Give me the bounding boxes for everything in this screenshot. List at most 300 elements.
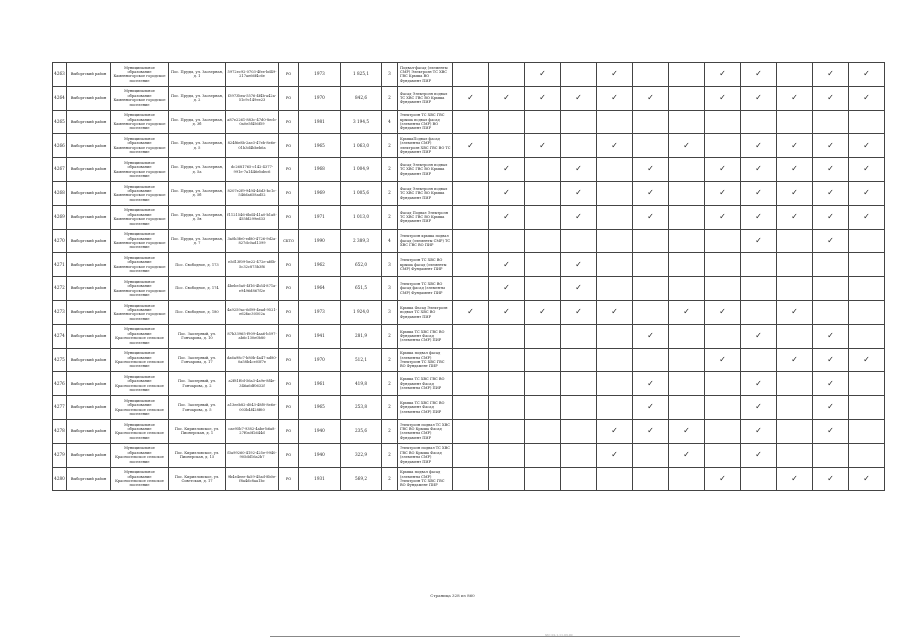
work-check-cell — [489, 277, 525, 301]
work-check-cell — [849, 372, 885, 396]
floors-cell: 2 — [382, 205, 398, 229]
work-check-cell — [525, 396, 561, 420]
work-check-cell — [777, 443, 813, 467]
work-check-cell — [669, 181, 705, 205]
fund-type-cell: РО — [279, 324, 299, 348]
row-number: 4272 — [53, 277, 67, 301]
work-check-cell — [849, 324, 885, 348]
work-check-cell — [633, 419, 669, 443]
work-check-cell — [453, 181, 489, 205]
district-cell: Выборгский район — [67, 86, 111, 110]
work-check-cell — [777, 181, 813, 205]
work-check-cell — [777, 205, 813, 229]
checkmark-icon: ✓ — [863, 188, 870, 198]
work-check-cell — [777, 396, 813, 420]
work-check-cell — [669, 419, 705, 443]
area-cell: 842,6 — [341, 86, 382, 110]
address-cell: Пос. Свободное, д. 174 — [169, 277, 226, 301]
checkmark-icon: ✓ — [827, 92, 834, 102]
work-check-cell — [741, 158, 777, 182]
district-cell: Выборгский район — [67, 443, 111, 467]
work-check-cell — [705, 396, 741, 420]
work-check-cell — [741, 348, 777, 372]
work-check-cell — [633, 277, 669, 301]
work-check-cell — [561, 63, 597, 87]
work-check-cell — [813, 277, 849, 301]
table-row — [53, 419, 885, 443]
row-number: 4268 — [53, 181, 67, 205]
checkmark-icon: ✓ — [539, 69, 546, 79]
checkmark-icon: ✓ — [503, 188, 510, 198]
checkmark-icon: ✓ — [503, 259, 510, 269]
year-built-cell: 1970 — [299, 348, 341, 372]
checkmark-icon: ✓ — [827, 211, 834, 221]
work-check-cell — [849, 134, 885, 158]
checkmark-icon: ✓ — [863, 211, 870, 221]
row-number: 4270 — [53, 229, 67, 253]
municipality-cell: Муниципальное образование Каменногорское городское поселение — [111, 63, 169, 87]
row-number: 4269 — [53, 205, 67, 229]
fias-code-cell: 3a0b3fe0-ed80-4726-9d2a-827dc0ad1399 — [226, 229, 279, 253]
municipality-cell: Муниципальное образование Каменногорское городское поселение — [111, 229, 169, 253]
table-row — [53, 63, 885, 87]
district-cell: Выборгский район — [67, 205, 111, 229]
checkmark-icon: ✓ — [791, 92, 798, 102]
work-check-cell — [813, 348, 849, 372]
work-check-cell — [669, 300, 705, 324]
checkmark-icon: ✓ — [647, 426, 654, 436]
floors-cell: 2 — [382, 181, 398, 205]
work-check-cell — [561, 181, 597, 205]
work-check-cell — [525, 253, 561, 277]
fund-type-cell: РО — [279, 300, 299, 324]
checkmark-icon: ✓ — [575, 92, 582, 102]
work-check-cell — [561, 205, 597, 229]
work-check-cell — [669, 229, 705, 253]
checkmark-icon: ✓ — [827, 188, 834, 198]
municipality-cell: Муниципальное образование Красносельское сельское поселение — [111, 348, 169, 372]
district-cell: Выборгский район — [67, 372, 111, 396]
checkmark-icon: ✓ — [863, 69, 870, 79]
work-check-cell — [813, 253, 849, 277]
checkmark-icon: ✓ — [575, 164, 582, 174]
district-cell: Выборгский район — [67, 181, 111, 205]
floors-cell: 2 — [382, 372, 398, 396]
work-check-cell — [705, 134, 741, 158]
work-check-cell — [813, 63, 849, 87]
work-check-cell — [849, 86, 885, 110]
work-check-cell — [777, 300, 813, 324]
work-check-cell — [489, 158, 525, 182]
address-cell: Пос. Заозерный, ул. Гончарова, д. 2 — [169, 372, 226, 396]
work-check-cell — [597, 205, 633, 229]
floors-cell: 2 — [382, 443, 398, 467]
work-check-cell — [525, 181, 561, 205]
checkmark-icon: ✓ — [719, 92, 726, 102]
work-check-cell — [669, 443, 705, 467]
work-check-cell — [453, 110, 489, 134]
checkmark-icon: ✓ — [647, 330, 654, 340]
work-check-cell — [489, 110, 525, 134]
work-check-cell — [489, 229, 525, 253]
work-check-cell — [489, 181, 525, 205]
work-check-cell — [849, 277, 885, 301]
work-check-cell — [777, 158, 813, 182]
checkmark-icon: ✓ — [647, 211, 654, 221]
checkmark-icon: ✓ — [827, 69, 834, 79]
checkmark-icon: ✓ — [719, 164, 726, 174]
floors-cell: 2 — [382, 348, 398, 372]
work-check-cell — [669, 158, 705, 182]
checkmark-icon: ✓ — [539, 92, 546, 102]
table-row — [53, 467, 885, 491]
work-check-cell — [813, 158, 849, 182]
work-check-cell — [597, 229, 633, 253]
fund-type-cell: РО — [279, 348, 299, 372]
address-cell: Пос. Кирилловское, ул. Пионерская, д. 1 — [169, 419, 226, 443]
fund-type-cell: РО — [279, 277, 299, 301]
work-check-cell — [489, 372, 525, 396]
work-check-cell — [741, 134, 777, 158]
checkmark-icon: ✓ — [575, 259, 582, 269]
work-check-cell — [849, 396, 885, 420]
works-list-cell: Электроэн подвал ТС ХВС ГВС ВО Крыша Фасад (элементы СМР) Фундамент ПИР — [398, 443, 453, 467]
area-cell: 1 924,0 — [341, 300, 382, 324]
checkmark-icon: ✓ — [503, 211, 510, 221]
work-check-cell — [561, 253, 597, 277]
work-check-cell — [489, 348, 525, 372]
work-check-cell — [669, 86, 705, 110]
work-check-cell — [633, 372, 669, 396]
work-check-cell — [741, 277, 777, 301]
work-check-cell — [525, 158, 561, 182]
work-check-cell — [849, 419, 885, 443]
page-number: Страница 328 из 860 — [430, 593, 475, 598]
area-cell: 652,0 — [341, 253, 382, 277]
work-check-cell — [705, 158, 741, 182]
checkmark-icon: ✓ — [863, 92, 870, 102]
district-cell: Выборгский район — [67, 253, 111, 277]
work-check-cell — [705, 324, 741, 348]
work-check-cell — [525, 372, 561, 396]
work-check-cell — [525, 348, 561, 372]
work-check-cell — [633, 229, 669, 253]
checkmark-icon: ✓ — [683, 449, 690, 459]
area-cell: 512,1 — [341, 348, 382, 372]
address-cell: Пос. Пруды, ул. Заозерная, д. 1 — [169, 63, 226, 87]
checkmark-icon: ✓ — [755, 211, 762, 221]
fund-type-cell: РО — [279, 396, 299, 420]
address-cell: Пос. Заозерный, ул. Гончарова, д. 5 — [169, 396, 226, 420]
checkmark-icon: ✓ — [647, 92, 654, 102]
work-check-cell — [525, 324, 561, 348]
floors-cell: 3 — [382, 253, 398, 277]
work-check-cell — [525, 300, 561, 324]
bottom-divider — [270, 636, 740, 637]
table-row — [53, 300, 885, 324]
work-check-cell — [633, 396, 669, 420]
checkmark-icon: ✓ — [755, 330, 762, 340]
work-check-cell — [489, 205, 525, 229]
fias-code-cell: 8207e2f9-9494-46d3-bc1c-546da658ad52 — [226, 181, 279, 205]
fund-type-cell: РО — [279, 205, 299, 229]
area-cell: 1 004,9 — [341, 158, 382, 182]
row-number: 4266 — [53, 134, 67, 158]
checkmark-icon: ✓ — [683, 307, 690, 317]
work-check-cell — [525, 134, 561, 158]
row-number: 4267 — [53, 158, 67, 182]
work-check-cell — [453, 348, 489, 372]
row-number: 4265 — [53, 110, 67, 134]
work-check-cell — [705, 229, 741, 253]
district-cell: Выборгский район — [67, 467, 111, 491]
work-check-cell — [453, 229, 489, 253]
work-check-cell — [597, 134, 633, 158]
checkmark-icon: ✓ — [575, 307, 582, 317]
work-check-cell — [777, 277, 813, 301]
municipality-cell: Муниципальное образование Каменногорское городское поселение — [111, 181, 169, 205]
floors-cell: 3 — [382, 300, 398, 324]
checkmark-icon: ✓ — [611, 449, 618, 459]
checkmark-icon: ✓ — [827, 402, 834, 412]
checkmark-icon: ✓ — [791, 307, 798, 317]
work-check-cell — [669, 205, 705, 229]
work-check-cell — [489, 443, 525, 467]
work-check-cell — [813, 229, 849, 253]
address-cell: Пос. Пруды, ул. Заозерная, д. 3б — [169, 110, 226, 134]
table-row — [53, 181, 885, 205]
work-check-cell — [561, 110, 597, 134]
checkmark-icon: ✓ — [827, 164, 834, 174]
fias-code-cell: a2f81f0d-56a3-4a9e-8f4e-346a6df0632f — [226, 372, 279, 396]
works-list-cell: Электроэн ТС ХВС ГВС крыша подвал фасад (элементы СМР) ВО Фундамент ПИР — [398, 110, 453, 134]
checkmark-icon: ✓ — [755, 164, 762, 174]
work-check-cell — [633, 158, 669, 182]
work-check-cell — [561, 158, 597, 182]
fias-code-cell: a87e2261-883c-47d0-8ecb-0a0e5f456f59 — [226, 110, 279, 134]
row-number: 4274 — [53, 324, 67, 348]
work-check-cell — [669, 467, 705, 491]
work-check-cell — [849, 253, 885, 277]
table-row — [53, 110, 885, 134]
address-cell: Пос. Пруды, ул. Заозерная, д. 5а — [169, 158, 226, 182]
work-check-cell — [597, 277, 633, 301]
work-check-cell — [633, 300, 669, 324]
works-list-cell: Фасад Электроэн подвал ТС ХВС ГВС ВО Крыша Фундамент ПИР — [398, 158, 453, 182]
work-check-cell — [453, 205, 489, 229]
work-check-cell — [525, 86, 561, 110]
district-cell: Выборгский район — [67, 63, 111, 87]
checkmark-icon: ✓ — [827, 235, 834, 245]
work-check-cell — [741, 467, 777, 491]
district-cell: Выборгский район — [67, 134, 111, 158]
checkmark-icon: ✓ — [827, 140, 834, 150]
floors-cell: 4 — [382, 229, 398, 253]
checkmark-icon: ✓ — [647, 378, 654, 388]
works-list-cell: Крыша подвал фасад (элементы СМР) Электроэн ТС ХВС ГВС ВО Фундамент ПИР — [398, 467, 453, 491]
work-check-cell — [525, 205, 561, 229]
work-check-cell — [453, 300, 489, 324]
work-check-cell — [525, 110, 561, 134]
works-list-cell: Крыша Фасад Электроэн подвал ТС ХВС ВО Фундамент ПИР — [398, 300, 453, 324]
work-check-cell — [705, 110, 741, 134]
municipality-cell: Муниципальное образование Каменногорское городское поселение — [111, 86, 169, 110]
work-check-cell — [489, 419, 525, 443]
area-cell: 1 825,1 — [341, 63, 382, 87]
table-row — [53, 443, 885, 467]
address-cell: Пос. Кирилловское, ул. Пионерская, д. 15 — [169, 443, 226, 467]
work-check-cell — [849, 229, 885, 253]
fias-code-cell: cae95b7-9382-4abe-b6a8-27f0a0f2644d — [226, 419, 279, 443]
area-cell: 1 005,6 — [341, 181, 382, 205]
year-built-cell: 1931 — [299, 467, 341, 491]
work-check-cell — [741, 110, 777, 134]
work-check-cell — [561, 324, 597, 348]
work-check-cell — [453, 467, 489, 491]
fund-type-cell: РО — [279, 443, 299, 467]
fias-code-cell: dc2681765-c142-4377-991e-7a1446ebdec6 — [226, 158, 279, 182]
checkmark-icon: ✓ — [539, 140, 546, 150]
work-check-cell — [633, 63, 669, 87]
fund-type-cell: РО — [279, 467, 299, 491]
work-check-cell — [453, 419, 489, 443]
district-cell: Выборгский район — [67, 277, 111, 301]
year-built-cell: 1981 — [299, 110, 341, 134]
checkmark-icon: ✓ — [755, 235, 762, 245]
work-check-cell — [705, 205, 741, 229]
checkmark-icon: ✓ — [827, 473, 834, 483]
row-number: 4279 — [53, 443, 67, 467]
work-check-cell — [525, 419, 561, 443]
row-number: 4263 — [53, 63, 67, 87]
checkmark-icon: ✓ — [575, 188, 582, 198]
works-list-cell: Крыша ТС ХВС ГВС ВО Фундамент Фасад (элементы СМР) ПИР — [398, 372, 453, 396]
fund-type-cell: РО — [279, 110, 299, 134]
fund-type-cell: СКТО — [279, 229, 299, 253]
work-check-cell — [453, 372, 489, 396]
work-check-cell — [849, 158, 885, 182]
checkmark-icon: ✓ — [827, 354, 834, 364]
checkmark-icon: ✓ — [755, 378, 762, 388]
work-check-cell — [489, 86, 525, 110]
checkmark-icon: ✓ — [575, 283, 582, 293]
checkmark-icon: ✓ — [467, 92, 474, 102]
municipality-cell: Муниципальное образование Каменногорское городское поселение — [111, 110, 169, 134]
address-cell: Пос. Пруды, ул. Заозерная, д. 5 — [169, 134, 226, 158]
area-cell: 1 063,0 — [341, 134, 382, 158]
address-cell: Пос. Пруды, ул. Заозерная, д. 5в — [169, 205, 226, 229]
floors-cell: 2 — [382, 134, 398, 158]
address-cell: Пос. Пруды, ул. Заозерная, д. 7 — [169, 229, 226, 253]
fias-code-cell: f3973bea-5576-4f4b-a42a-51c9c149ee23 — [226, 86, 279, 110]
municipality-cell: Муниципальное образование Каменногорское городское поселение — [111, 300, 169, 324]
work-check-cell — [561, 467, 597, 491]
work-check-cell — [669, 396, 705, 420]
fias-code-cell: 87b33965-f909-4aa6-b597-ab6c130e0b80 — [226, 324, 279, 348]
checkmark-icon: ✓ — [719, 473, 726, 483]
table-row — [53, 277, 885, 301]
work-check-cell — [705, 372, 741, 396]
work-check-cell — [561, 396, 597, 420]
work-check-cell — [669, 134, 705, 158]
checkmark-icon: ✓ — [575, 211, 582, 221]
work-check-cell — [633, 443, 669, 467]
works-list-cell: Фасад Электроэн подвал ТС ХВС ГВС ВО Крыша Фундамент ПИР — [398, 181, 453, 205]
year-built-cell: 1940 — [299, 419, 341, 443]
checkmark-icon: ✓ — [863, 354, 870, 364]
district-cell: Выборгский район — [67, 419, 111, 443]
work-check-cell — [597, 86, 633, 110]
work-check-cell — [561, 134, 597, 158]
work-check-cell — [705, 467, 741, 491]
municipality-cell: Муниципальное образование Красносельское сельское поселение — [111, 467, 169, 491]
row-number: 4273 — [53, 300, 67, 324]
work-check-cell — [669, 372, 705, 396]
work-check-cell — [561, 348, 597, 372]
fias-code-cell: f3a99260-4192-425e-9940-905dd16a2b7 — [226, 443, 279, 467]
row-number: 4277 — [53, 396, 67, 420]
work-check-cell — [489, 324, 525, 348]
municipality-cell: Муниципальное образование Красносельское сельское поселение — [111, 396, 169, 420]
checkmark-icon: ✓ — [755, 92, 762, 102]
row-number: 4276 — [53, 372, 67, 396]
work-check-cell — [777, 253, 813, 277]
year-built-cell: 1940 — [299, 443, 341, 467]
checkmark-icon: ✓ — [683, 140, 690, 150]
row-number: 4280 — [53, 467, 67, 491]
address-cell: Пос. Свободное, д. 180 — [169, 300, 226, 324]
work-check-cell — [453, 134, 489, 158]
row-number: 4275 — [53, 348, 67, 372]
work-check-cell — [633, 205, 669, 229]
address-cell: Пос. Кирилловское, ул. Советская, д. 17 — [169, 467, 226, 491]
work-check-cell — [669, 253, 705, 277]
works-list-cell: Электроэн ТС ХВС ВО крыша фасад (элементы СМР) Фундамент ПИР — [398, 253, 453, 277]
floors-cell: 2 — [382, 158, 398, 182]
year-built-cell: 1965 — [299, 396, 341, 420]
work-check-cell — [633, 134, 669, 158]
district-cell: Выборгский район — [67, 324, 111, 348]
work-check-cell — [597, 467, 633, 491]
checkmark-icon: ✓ — [827, 426, 834, 436]
fias-code-cell: 4a9259ac-6d99-4ead-9521-e62fac30502a — [226, 300, 279, 324]
checkmark-icon: ✓ — [791, 188, 798, 198]
work-check-cell — [849, 467, 885, 491]
work-check-cell — [813, 467, 849, 491]
fund-type-cell: РО — [279, 419, 299, 443]
work-check-cell — [489, 467, 525, 491]
fund-type-cell: РО — [279, 63, 299, 87]
checkmark-icon: ✓ — [719, 354, 726, 364]
checkmark-icon: ✓ — [719, 307, 726, 317]
work-check-cell — [813, 86, 849, 110]
work-check-cell — [741, 396, 777, 420]
work-check-cell — [597, 324, 633, 348]
row-number: 4264 — [53, 86, 67, 110]
work-check-cell — [741, 419, 777, 443]
work-check-cell — [813, 419, 849, 443]
work-check-cell — [777, 348, 813, 372]
checkmark-icon: ✓ — [863, 140, 870, 150]
row-number: 4271 — [53, 253, 67, 277]
work-check-cell — [741, 63, 777, 87]
work-check-cell — [633, 348, 669, 372]
fund-type-cell: РО — [279, 253, 299, 277]
work-check-cell — [741, 229, 777, 253]
works-list-cell: Электроэн крыша подвал фасад (элементы СМР) ТС ХВС ГВС ВО ПИР — [398, 229, 453, 253]
municipality-cell: Муниципальное образование Красносельское сельское поселение — [111, 372, 169, 396]
works-list-cell: КрышаПодвал фасад (элементы СМР) электроэн ХВС ГВС ВО ТС Фундамент ПИР — [398, 134, 453, 158]
